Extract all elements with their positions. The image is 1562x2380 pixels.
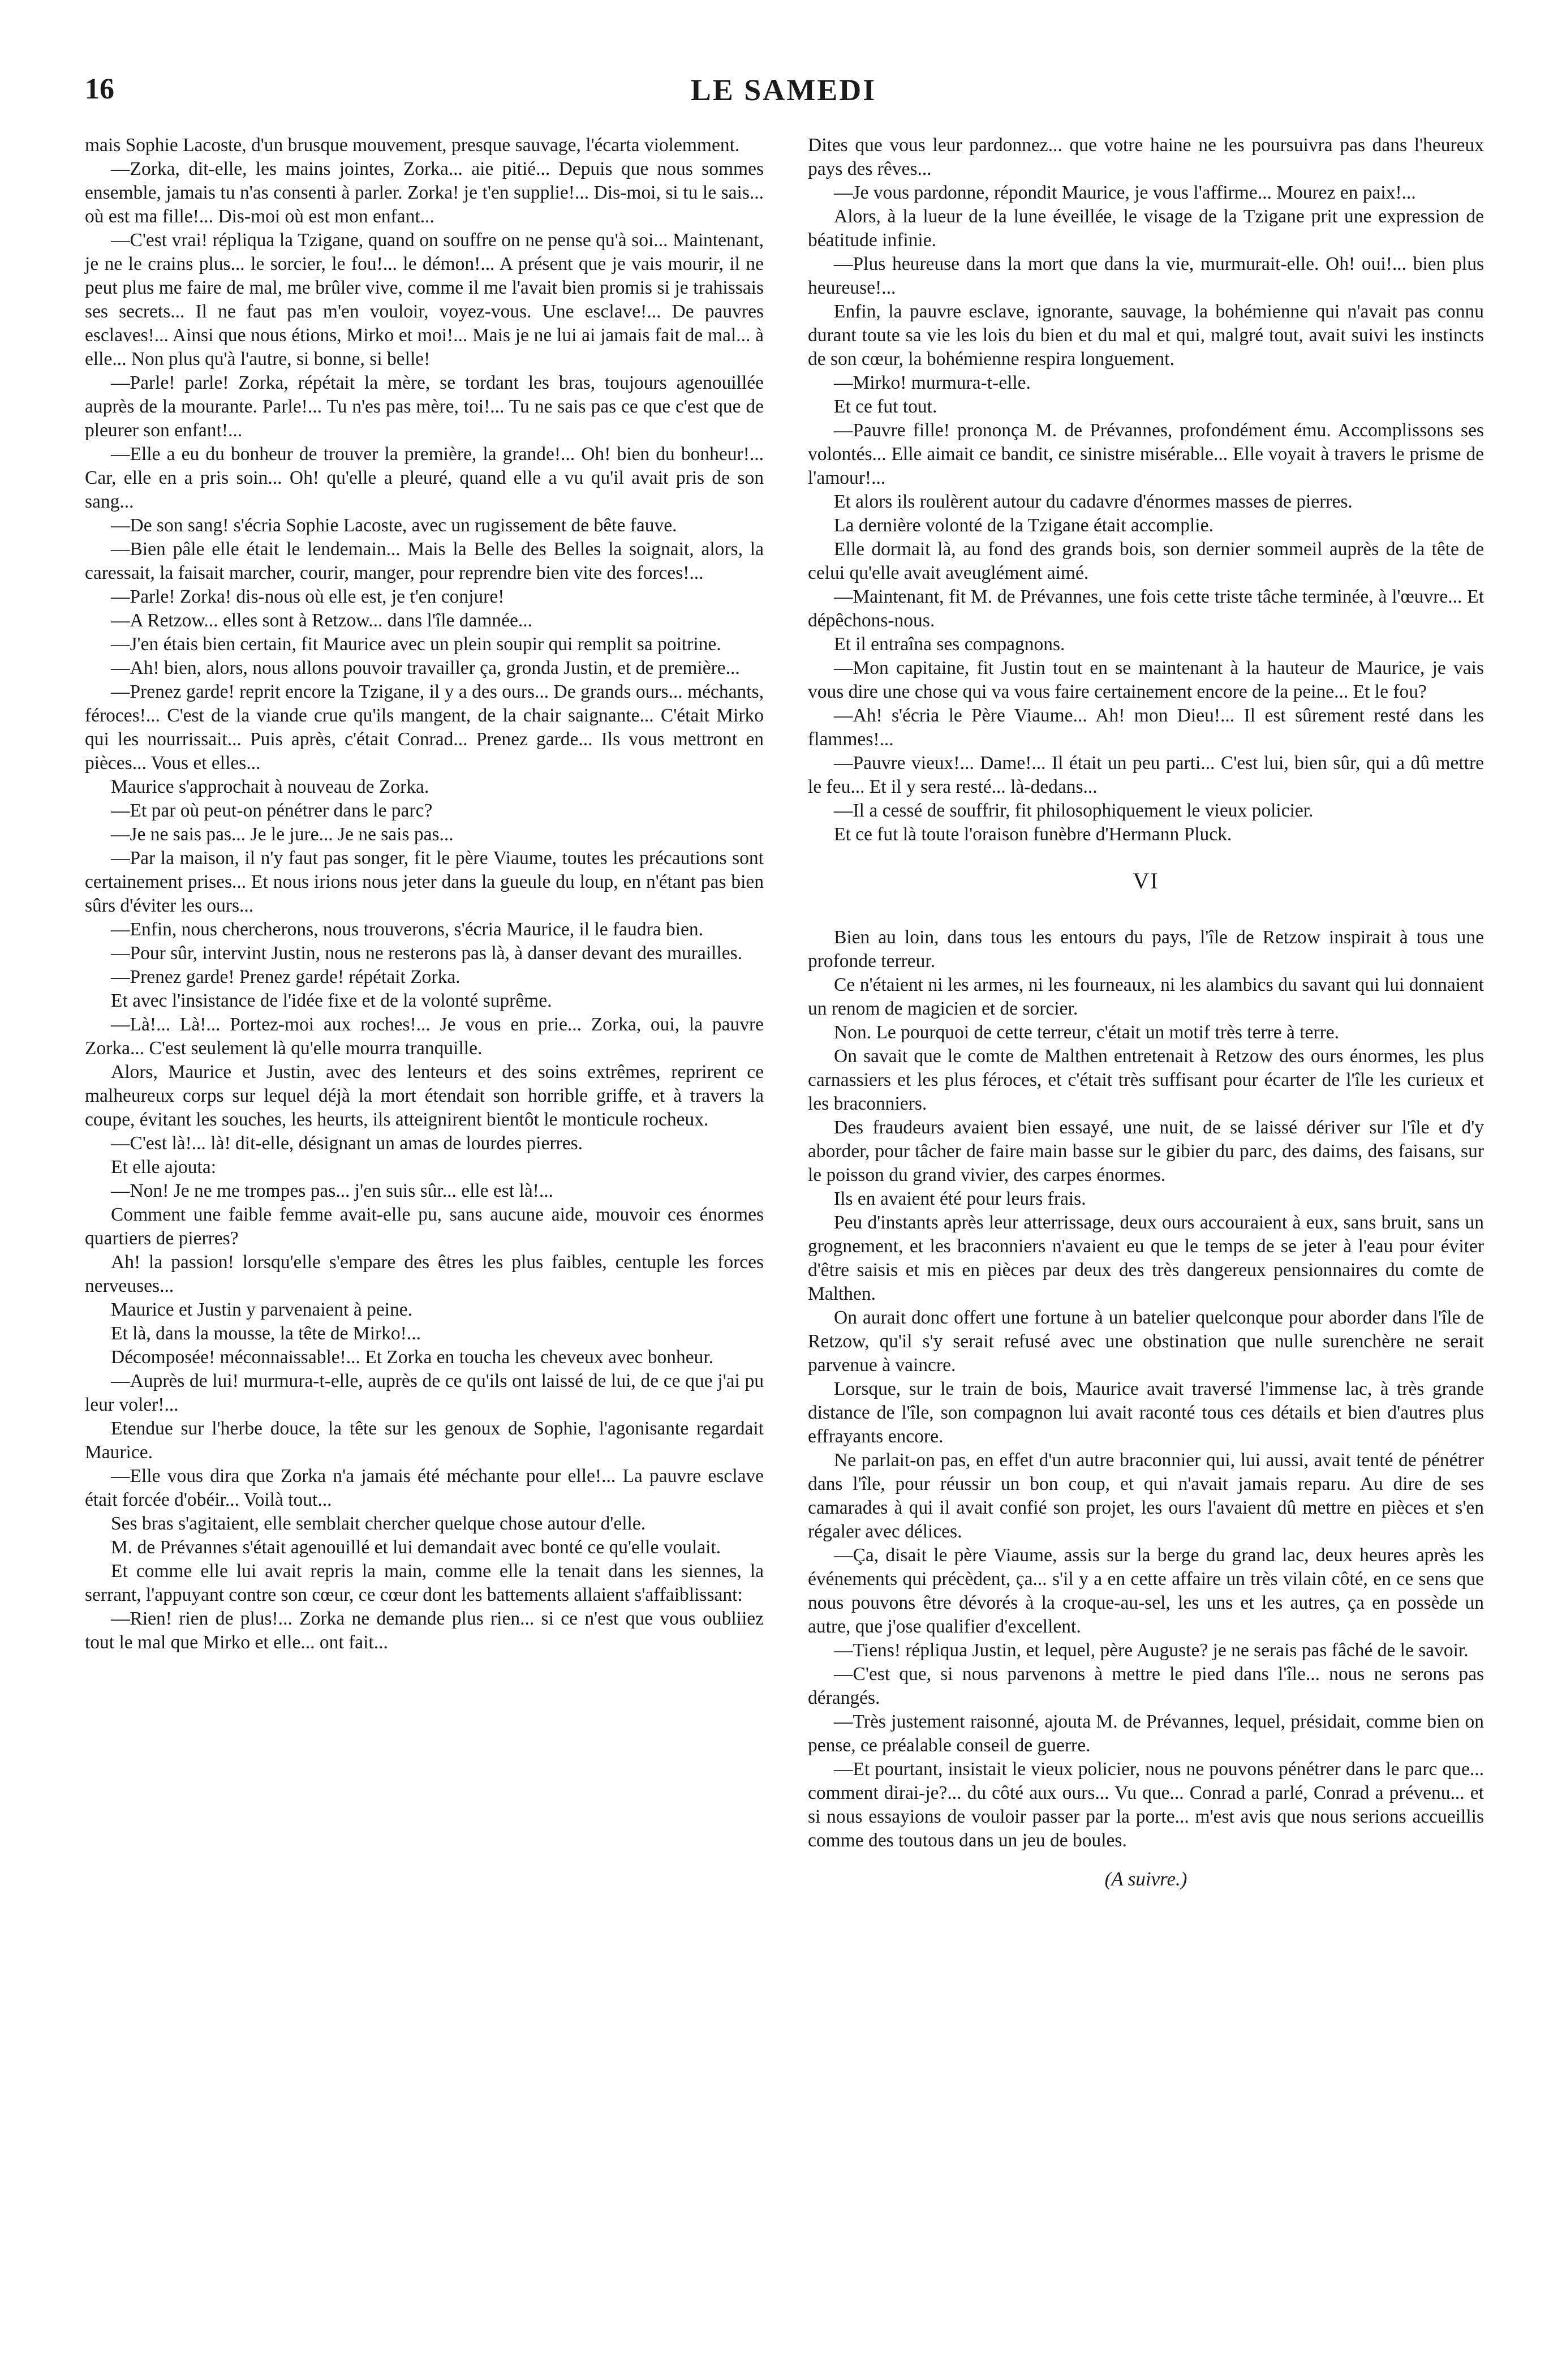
- paragraph: Enfin, la pauvre esclave, ignorante, sauvage, la bohémienne qui n'avait pas connu durant toute sa vie les lois du bien et du mal et qui, malgré tout, avait suivi les instincts de son cœur, la bohémienne respira longuement.: [808, 301, 1484, 370]
- paragraph: Ce n'étaient ni les armes, ni les fourneaux, ni les alambics du savant qui lui donnaient un renom de magicien et de sorcier.: [808, 974, 1484, 1019]
- paragraph: —Rien! rien de plus!... Zorka ne demande plus rien... si ce n'est que vous oubliiez tout le mal que Mirko et elle... ont fait...: [85, 1608, 764, 1653]
- paragraph: M. de Prévannes s'était agenouillé et lui demandait avec bonté ce qu'elle voulait.: [111, 1537, 721, 1558]
- paragraph: Et ce fut tout.: [834, 396, 937, 417]
- paragraph: Alors, à la lueur de la lune éveillée, le visage de la Tzigane prit une expression de béatitude infinie.: [808, 206, 1484, 251]
- paragraph: —Très justement raisonné, ajouta M. de Prévannes, lequel, présidait, comme bien on pense, ce préalable conseil de guerre.: [808, 1711, 1484, 1756]
- paragraph: —Parle! Zorka! dis-nous où elle est, je t'en conjure!: [111, 586, 505, 607]
- paragraph: Et elle ajouta:: [111, 1157, 217, 1178]
- paragraph: Ah! la passion! lorsqu'elle s'empare des êtres les plus faibles, centuple les forces nerveuses...: [85, 1252, 764, 1296]
- paragraph: Peu d'instants après leur atterrissage, deux ours accouraient à eux, sans bruit, sans un grognement, et les braconniers n'avaient eu que le temps de se jeter à l'eau pour éviter d'être saisis et mis en pièces par deux des très dangereux pensionnaires du comte de Malthen.: [808, 1212, 1484, 1304]
- paragraph: —Là!... Là!... Portez-moi aux roches!... Je vous en prie... Zorka, oui, la pauvre Zorka... C'est seulement là qu'elle mourra tranquille.: [85, 1014, 764, 1059]
- paragraph: —Tiens! répliqua Justin, et lequel, père Auguste? je ne serais pas fâché de le savoir.: [834, 1640, 1469, 1661]
- paragraph: —Je vous pardonne, répondit Maurice, je vous l'affirme... Mourez en paix!...: [834, 182, 1416, 203]
- paragraph: Et il entraîna ses compagnons.: [834, 634, 1065, 655]
- paragraph: —Bien pâle elle était le lendemain... Mais la Belle des Belles la soignait, alors, la caressait, la faisait marcher, courir, manger, pour reprendre bien vite des forces!...: [85, 539, 764, 583]
- paragraph: Et avec l'insistance de l'idée fixe et de la volonté suprême.: [111, 990, 552, 1011]
- paragraph: Et ce fut là toute l'oraison funèbre d'Hermann Pluck.: [834, 824, 1232, 845]
- paragraph: —Non! Je ne me trompes pas... j'en suis sûr... elle est là!...: [111, 1180, 553, 1201]
- paragraph: Et alors ils roulèrent autour du cadavre d'énormes masses de pierres.: [834, 491, 1353, 512]
- paragraph: Bien au loin, dans tous les entours du pays, l'île de Retzow inspirait à tous une profonde terreur.: [808, 927, 1484, 972]
- paragraph: On savait que le comte de Malthen entretenait à Retzow des ours énormes, les plus carnassiers et les plus féroces, et c'était très suffisant pour écarter de l'île les curieux et les braconniers.: [808, 1046, 1484, 1114]
- to-be-continued: (A suivre.): [1104, 1868, 1187, 1890]
- paragraph: —Enfin, nous chercherons, nous trouverons, s'écria Maurice, il le faudra bien.: [111, 919, 703, 940]
- paragraph: Lorsque, sur le train de bois, Maurice avait traversé l'immense lac, à très grande distance de l'île, son compagnon lui avait raconté tous ces détails et bien d'autres plus effrayants encore.: [808, 1378, 1484, 1447]
- paragraph: La dernière volonté de la Tzigane était accomplie.: [834, 515, 1214, 536]
- journal-title: LE SAMEDI: [690, 73, 877, 107]
- paragraph: —Zorka, dit-elle, les mains jointes, Zorka... aie pitié... Depuis que nous sommes ensemble, jamais tu n'as consenti à parler. Zorka! je t'en supplie!... Dis-moi, si tu le sais... où est ma fille!... Dis-moi où est mon enfant...: [85, 158, 764, 227]
- paragraph: Et comme elle lui avait repris la main, comme elle la tenait dans les siennes, la serrant, l'appuyant contre son cœur, ce cœur dont les battements allaient s'affaiblissant:: [85, 1561, 764, 1605]
- paragraph: —C'est vrai! répliqua la Tzigane, quand on souffre on ne pense qu'à soi... Maintenant, je ne le crains plus... le sorcier, le fou!... le démon!... A présent que je vais mourir, il ne peut plus me faire de mal, me brûler vive, comme il me l'avait bien promis si je trahissais ses secrets... Il ne faut pas m'en vouloir, voyez-vous. Une esclave!... De pauvres esclaves!... Ainsi que nous étions, Mirko et moi!... Mais je ne lui ai jamais fait de mal... à elle... Non plus qu'à l'autre, si bonne, si belle!: [85, 230, 764, 370]
- paragraph: —Auprès de lui! murmura-t-elle, auprès de ce qu'ils ont laissé de lui, de ce que j'ai pu leur voler!...: [85, 1371, 764, 1415]
- column-divider: [790, 134, 791, 2340]
- right-column-bottom: [808, 926, 1484, 1853]
- paragraph: —C'est que, si nous parvenons à mettre le pied dans l'île... nous ne serons pas dérangés.: [808, 1664, 1484, 1708]
- paragraph: Dites que vous leur pardonnez... que votre haine ne les poursuivra pas dans l'heureux pays des rêves...: [808, 135, 1484, 179]
- paragraph: —Ah! s'écria le Père Viaume... Ah! mon Dieu!... Il est sûrement resté dans les flammes!...: [808, 705, 1484, 750]
- paragraph: —Prenez garde! Prenez garde! répétait Zorka.: [111, 966, 461, 987]
- paragraph: —Pour sûr, intervint Justin, nous ne resterons pas là, à danser devant des murailles.: [111, 943, 743, 964]
- page-number: 16: [85, 73, 114, 105]
- left-column: [85, 134, 764, 1655]
- paragraph: —De son sang! s'écria Sophie Lacoste, avec un rugissement de bête fauve.: [111, 515, 677, 536]
- paragraph: —Et par où peut-on pénétrer dans le parc?: [111, 800, 433, 821]
- paragraph: Elle dormait là, au fond des grands bois, son dernier sommeil auprès de la tête de celui qu'elle avait aveuglément aimé.: [808, 539, 1484, 583]
- paragraph: —Parle! parle! Zorka, répétait la mère, se tordant les bras, toujours agenouillée auprès de la mourante. Parle!... Tu n'es pas mère, toi!... Tu ne sais pas ce que c'est que de pleurer son enfant!...: [85, 372, 764, 441]
- paragraph: —Maintenant, fit M. de Prévannes, une fois cette triste tâche terminée, à l'œuvre... Et dépêchons-nous.: [808, 586, 1484, 631]
- section-number: VI: [1133, 868, 1159, 893]
- paragraph: —Mon capitaine, fit Justin tout en se maintenant à la hauteur de Maurice, je vais vous dire une chose qui va vous faire certainement encore de la peine... Et le fou?: [808, 658, 1484, 702]
- right-column-top: [808, 134, 1484, 847]
- paragraph: Maurice et Justin y parvenaient à peine.: [111, 1299, 413, 1320]
- paragraph: Maurice s'approchait à nouveau de Zorka.: [111, 776, 429, 797]
- paragraph: —Plus heureuse dans la mort que dans la vie, murmurait-elle. Oh! oui!... bien plus heureuse!...: [808, 254, 1484, 298]
- paragraph: —Ça, disait le père Viaume, assis sur la berge du grand lac, deux heures après les événements qui précèdent, ça... s'il y a en cette affaire un très vilain côté, en ce sens que nous pouvons être dévorés à la croque-au-sel, les uns et les autres, ça en possède un autre, que j'ose qualifier d'excellent.: [808, 1545, 1484, 1637]
- paragraph: Etendue sur l'herbe douce, la tête sur les genoux de Sophie, l'agonisante regardait Maurice.: [85, 1418, 764, 1463]
- paragraph: Ne parlait-on pas, en effet d'un autre braconnier qui, lui aussi, avait tenté de pénétrer dans l'île, pour réussir un bon coup, et qui n'avait jamais reparu. Au dire de ses camarades à qui il avait confié son projet, les ours l'avaient dû mettre en pièces et s'en régaler avec délices.: [808, 1450, 1484, 1542]
- paragraph: Ils en avaient été pour leurs frais.: [834, 1188, 1086, 1209]
- paragraph: Non. Le pourquoi de cette terreur, c'était un motif très terre à terre.: [834, 1022, 1339, 1043]
- paragraph: —Il a cessé de souffrir, fit philosophiquement le vieux policier.: [834, 800, 1314, 821]
- right-column: [808, 134, 1484, 1891]
- paragraph: Et là, dans la mousse, la tête de Mirko!...: [111, 1323, 421, 1344]
- paragraph: Comment une faible femme avait-elle pu, sans aucune aide, mouvoir ces énormes quartiers de pierres?: [85, 1204, 764, 1249]
- paragraph: —Pauvre fille! prononça M. de Prévannes, profondément ému. Accomplissons ses volontés... Elle aimait ce bandit, ce sinistre misérable... Elle voyait à travers le prisme de l'amour!...: [808, 420, 1484, 488]
- paragraph: —Je ne sais pas... Je le jure... Je ne sais pas...: [111, 824, 454, 845]
- paragraph: —Et pourtant, insistait le vieux policier, nous ne pouvons pénétrer dans le parc que... comment dirai-je?... du côté aux ours... Vu que... Conrad a parlé, Conrad a prévenu... et si nous essayions de vouloir passer par la porte... m'est avis que nous serions accueillis comme des toutous dans un jeu de boules.: [808, 1759, 1484, 1851]
- paragraph: —Par la maison, il n'y faut pas songer, fit le père Viaume, toutes les précautions sont certainement prises... Et nous irions nous jeter dans la gueule du loup, en n'étant pas bien sûrs d'éviter les ours...: [85, 848, 764, 916]
- paragraph: —Ah! bien, alors, nous allons pouvoir travailler ça, gronda Justin, et de première...: [111, 658, 740, 678]
- paragraph: —Elle vous dira que Zorka n'a jamais été méchante pour elle!... La pauvre esclave était forcée d'obéir... Voilà tout...: [85, 1466, 764, 1510]
- paragraph: —J'en étais bien certain, fit Maurice avec un plein soupir qui remplit sa poitrine.: [111, 634, 721, 655]
- paragraph: Alors, Maurice et Justin, avec des lenteurs et des soins extrêmes, reprirent ce malheureux corps sur lequel déjà la mort étendait son horrible griffe, et à travers la coupe, évitant les souches, les heurts, ils atteignirent bientôt le monticule rocheux.: [85, 1062, 764, 1130]
- paragraph: Ses bras s'agitaient, elle semblait chercher quelque chose autour d'elle.: [111, 1513, 646, 1534]
- paragraph: Des fraudeurs avaient bien essayé, une nuit, de se laissé dériver sur l'île et d'y aborder, pour tâcher de faire main basse sur le gibier du parc, des daims, des faisans, sur le poisson du grand vivier, des carpes énormes.: [808, 1117, 1484, 1185]
- paragraph: On aurait donc offert une fortune à un batelier quelconque pour aborder dans l'île de Retzow, qu'il s'y serait refusé avec une obstination que nulle surenchère ne serait parvenue à vaincre.: [808, 1307, 1484, 1376]
- paragraph: —Elle a eu du bonheur de trouver la première, la grande!... Oh! bien du bonheur!... Car, elle en a pris soin... Oh! qu'elle a pleuré, quand elle a vu qu'il avait pris de son sang...: [85, 444, 764, 512]
- paragraph: Décomposée! méconnaissable!... Et Zorka en toucha les cheveux avec bonheur.: [111, 1347, 714, 1368]
- paragraph: —Pauvre vieux!... Dame!... Il était un peu parti... C'est lui, bien sûr, qui a dû mettre le feu... Et il y sera resté... là-dedans...: [808, 753, 1484, 797]
- page-header: [85, 72, 1482, 112]
- paragraph: —A Retzow... elles sont à Retzow... dans l'île damnée...: [111, 610, 533, 631]
- paragraph: —Mirko! murmura-t-elle.: [834, 372, 1031, 393]
- paragraph: mais Sophie Lacoste, d'un brusque mouvement, presque sauvage, l'écarta violemment.: [85, 135, 740, 156]
- paragraph: —C'est là!... là! dit-elle, désignant un amas de lourdes pierres.: [111, 1133, 583, 1154]
- paragraph: —Prenez garde! reprit encore la Tzigane, il y a des ours... De grands ours... méchants, féroces!... C'est de la viande crue qu'ils mangent, de la chair saignante... C'était Mirko qui les nourrissait... Puis après, c'était Conrad... Prenez garde... Ils vous mettront en pièces... Vous et elles...: [85, 681, 764, 774]
